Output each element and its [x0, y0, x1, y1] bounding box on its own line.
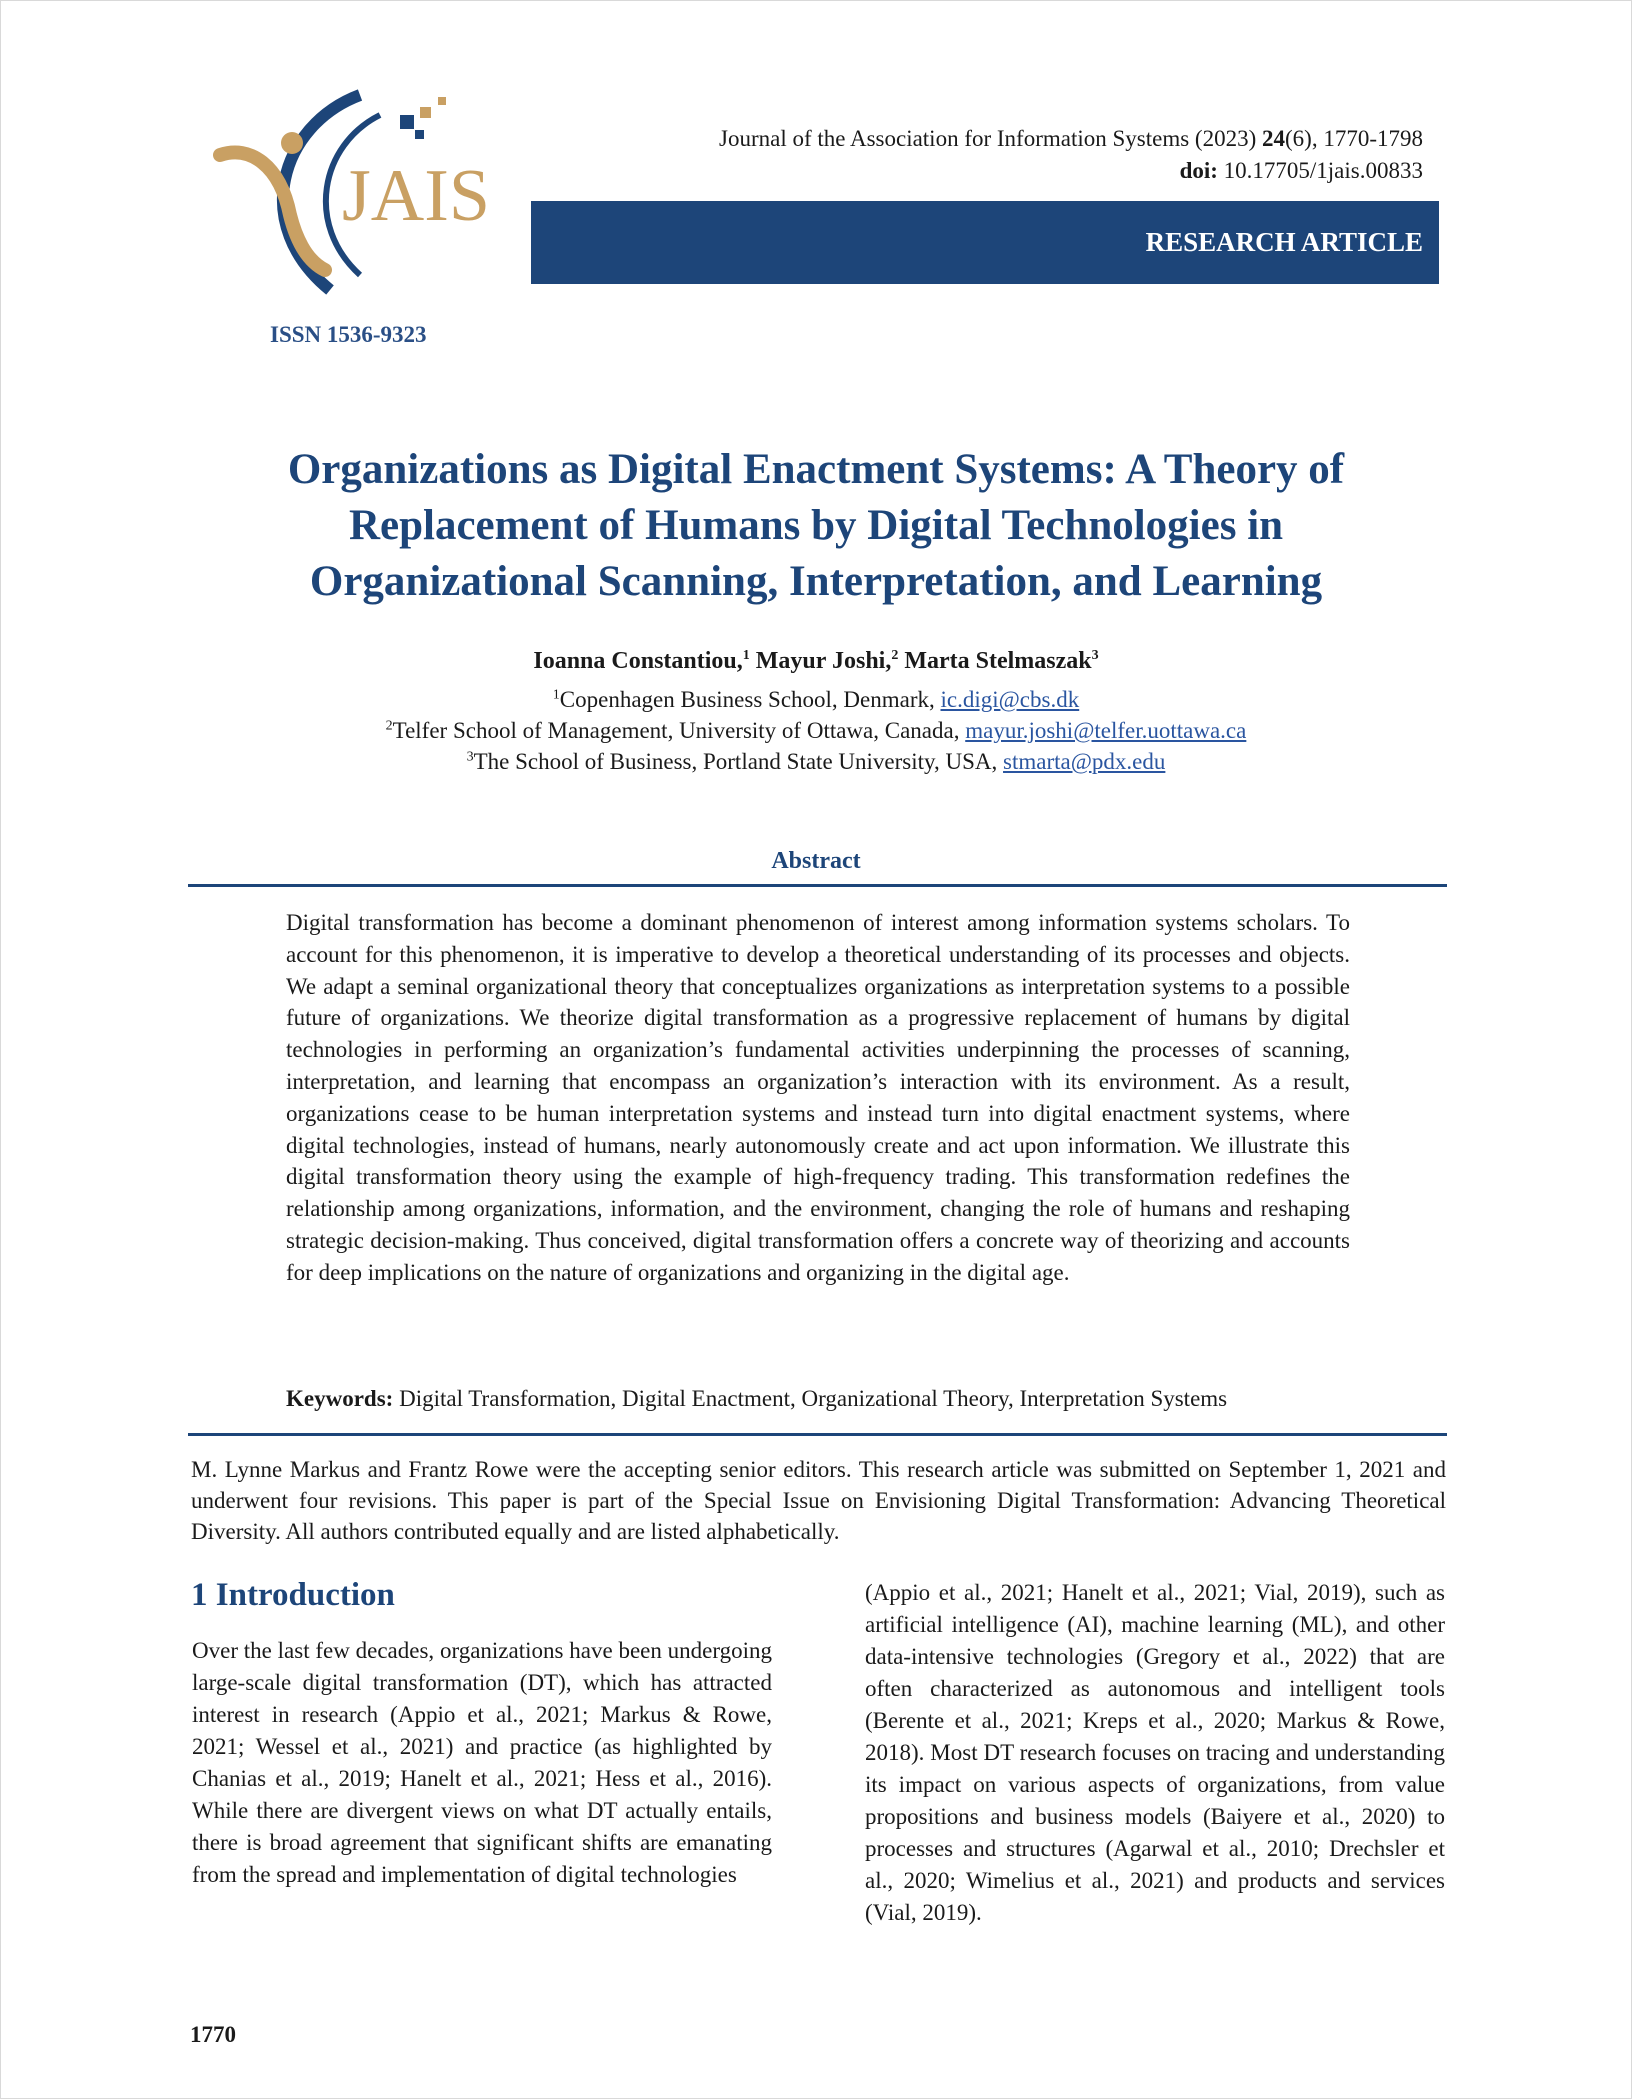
keywords-list: Digital Transformation, Digital Enactment, Organizational Theory, Interpretation Systems — [393, 1386, 1228, 1411]
affiliation-text: Copenhagen Business School, Denmark, — [559, 687, 941, 712]
keywords-label: Keywords: — [286, 1386, 394, 1411]
author-list — [160, 648, 1472, 675]
affiliation-marker: 2 — [385, 718, 393, 734]
title-line: Replacement of Humans by Digital Technologies in — [348, 502, 1284, 549]
journal-reference — [719, 123, 1423, 187]
article-type-bar — [531, 201, 1439, 284]
title-line: Organizational Scanning, Interpretation, and Learning — [309, 558, 1323, 605]
abstract-bottom-rule — [188, 1433, 1447, 1436]
abstract-body: Digital transformation has become a dominant phenomenon of interest among information systems scholars. To account for this phenomenon, it is imperative to develop a theoretical understanding of its processes and objects. We adapt a seminal organizational theory that conceptualizes organizations as interpretation systems to a possible future of organizations. We theorize digital transformation as a progressive replacement of humans by digital technologies in performing an organization’s fundamental activities underpinning the processes of scanning, interpretation, and learning that encompass an organization’s interaction with its environment. As a result, organizations cease to be human interpretation systems and instead turn into digital enactment systems, where digital technologies, instead of humans, nearly autonomously create and act upon information. We illustrate this digital transformation theory using the example of high-frequency trading. This transformation redefines the relationship among organizations, information, and the environment, changing the role of humans and reshaping strategic decision-making. Thus conceived, digital transformation offers a concrete way of theorizing and accounts for deep implications on the nature of organizations and organizing in the digital age. — [286, 910, 1350, 1285]
abstract-top-rule — [188, 884, 1447, 887]
logo-pixel — [415, 130, 424, 139]
author-name: Marta Stelmaszak — [898, 648, 1092, 674]
article-type: RESEARCH ARTICLE — [1145, 227, 1423, 257]
email-link[interactable]: ic.digi@cbs.dk — [940, 687, 1080, 712]
logo-wordmark: JAIS — [342, 155, 491, 237]
doi-value: 10.17705/1jais.00833 — [1217, 158, 1423, 183]
keywords — [286, 1386, 1386, 1412]
doi-line — [719, 155, 1423, 187]
logo-pixel — [438, 97, 446, 105]
issue-pages: (6), 1770-1798 — [1285, 126, 1423, 151]
page-number: 1770 — [190, 2022, 236, 2047]
logo-figure-head — [281, 132, 303, 154]
jais-logo — [210, 85, 510, 295]
title-line: Organizations as Digital Enactment Systems: A Theory of — [287, 446, 1345, 493]
author-affiliation-marker: 1 — [742, 648, 750, 663]
affiliation-text: The School of Business, Portland State University, USA, — [473, 749, 1004, 774]
issn: ISSN 1536-9323 — [270, 322, 427, 347]
section-heading-introduction: 1 Introduction — [191, 1577, 395, 1613]
logo-swoosh — [220, 153, 325, 271]
citation-line — [719, 123, 1423, 155]
editor-note: M. Lynne Markus and Frantz Rowe were the accepting senior editors. This research article was submitted on September 1, 2021 and underwent four revisions. This paper is part of the Special Issue on Envisioning Digital Transformation: Advancing Theoretical Diversity. All authors contributed equally and are listed alphabetically. — [191, 1457, 1446, 1544]
affiliation-marker: 3 — [466, 749, 474, 765]
logo-pixel — [420, 107, 431, 118]
affiliation-text: Telfer School of Management, University of Ottawa, Canada, — [392, 718, 966, 743]
email-link[interactable]: stmarta@pdx.edu — [1003, 749, 1166, 774]
author-name: Mayur Joshi, — [749, 648, 892, 674]
author-affiliation-marker: 2 — [891, 648, 899, 663]
author-affiliation-marker: 3 — [1091, 648, 1099, 663]
affiliation-line — [160, 684, 1472, 715]
abstract-heading: Abstract — [771, 848, 861, 874]
paper-title — [160, 442, 1472, 610]
intro-paragraph-right-column: (Appio et al., 2021; Hanelt et al., 2021; Vial, 2019), such as artificial intelligence (AI), machine learning (ML), and other data-intensive technologies (Gregory et al., 2022) that are often characterized as autonomous and intelligent tools (Berente et al., 2021; Kreps et al., 2020; Markus & Rowe, 2018). Most DT research focuses on tracing and understanding its impact on various aspects of organizations, from value propositions and business models (Baiyere et al., 2020) to processes and structures (Agarwal et al., 2010; Drechsler et al., 2020; Wimelius et al., 2021) and products and services (Vial, 2019). — [865, 1580, 1445, 1925]
volume: 24 — [1262, 126, 1286, 151]
author-name: Ioanna Constantiou, — [533, 648, 743, 674]
journal-name: Journal of the Association for Information Systems (2023) — [719, 126, 1263, 151]
logo-pixel — [400, 115, 414, 129]
intro-paragraph-left-column: Over the last few decades, organizations have been undergoing large-scale digital transformation (DT), which has attracted interest in research (Appio et al., 2021; Markus & Rowe, 2021; Wessel et al., 2021) and practice (as highlighted by Chanias et al., 2019; Hanelt et al., 2021; Hess et al., 2016). While there are divergent views on what DT actually entails, there is broad agreement that significant shifts are emanating from the spread and implementation of digital technologies — [192, 1638, 772, 1887]
email-link[interactable]: mayur.joshi@telfer.uottawa.ca — [965, 718, 1247, 743]
affiliation-line — [160, 715, 1472, 746]
doi-label: doi: — [1179, 158, 1218, 183]
affiliation-line — [160, 746, 1472, 777]
affiliation-marker: 1 — [552, 687, 560, 703]
affiliations — [160, 684, 1472, 777]
